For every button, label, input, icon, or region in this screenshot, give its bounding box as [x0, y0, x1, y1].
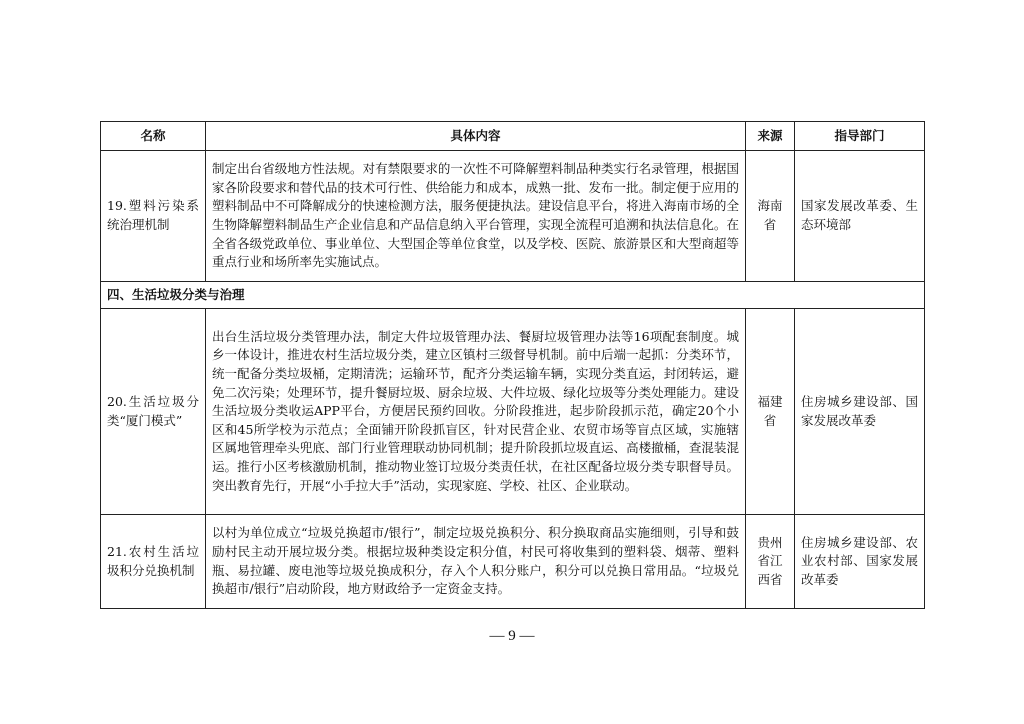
- row-content: 出台生活垃圾分类管理办法，制定大件垃圾管理办法、餐厨垃圾管理办法等16项配套制度。城乡一体设计，推进农村生活垃圾分类，建立区镇村三级督导机制。前中后端一起抓：分类环节，统一配备分类垃圾桶，定期清洗；运输环节，配齐分类运输车辆，实现分类直运，封闭转运，避免二次污染；处理环节，提升餐厨垃圾、厨余垃圾、大件垃圾、绿化垃圾等分类处理能力。建设生活垃圾分类收运APP平台，方便居民预约回收。分阶段推进，起步阶段抓示范，确定20个小区和45所学校为示范点；全面铺开阶段抓盲区，针对民营企业、农贸市场等盲点区域，实施辖区属地管理牵头兜底、部门行业管理联动协同机制；提升阶段抓垃圾直运、高楼撤桶，查混装混运。推行小区考核激励机制，推动物业签订垃圾分类责任状，在社区配备垃圾分类专职督导员。突出教育先行，开展“小手拉大手”活动，实现家庭、学校、社区、企业联动。: [206, 309, 746, 515]
- row-source: 贵州省江西省: [746, 515, 795, 609]
- row-name: 20.生活垃圾分类“厦门模式”: [101, 309, 206, 515]
- page-number: — 9 —: [489, 628, 535, 644]
- header-name: 名称: [101, 122, 206, 151]
- row-name: 19.塑料污染系统治理机制: [101, 151, 206, 282]
- table-row: [101, 515, 925, 609]
- table-row: [101, 309, 925, 515]
- header-content: 具体内容: [206, 122, 746, 151]
- section-title: 四、生活垃圾分类与治理: [101, 282, 925, 309]
- table-row: [101, 151, 925, 282]
- section-row: [101, 282, 925, 309]
- row-dept: 住房城乡建设部、国家发展改革委: [795, 309, 925, 515]
- row-source: 福建省: [746, 309, 795, 515]
- row-dept: 国家发展改革委、生态环境部: [795, 151, 925, 282]
- header-source: 来源: [746, 122, 795, 151]
- row-dept: 住房城乡建设部、农业农村部、国家发展改革委: [795, 515, 925, 609]
- row-source: 海南省: [746, 151, 795, 282]
- policy-table: [100, 121, 925, 609]
- row-name: 21.农村生活垃圾积分兑换机制: [101, 515, 206, 609]
- header-dept: 指导部门: [795, 122, 925, 151]
- table-header-row: [101, 122, 925, 151]
- row-content: 以村为单位成立“垃圾兑换超市/银行”，制定垃圾兑换积分、积分换取商品实施细则，引导和鼓励村民主动开展垃圾分类。根据垃圾种类设定积分值，村民可将收集到的塑料袋、烟蒂、塑料瓶、易拉罐、废电池等垃圾兑换成积分，存入个人积分账户，积分可以兑换日常用品。“垃圾兑换超市/银行”启动阶段，地方财政给予一定资金支持。: [206, 515, 746, 609]
- row-content: 制定出台省级地方性法规。对有禁限要求的一次性不可降解塑料制品种类实行名录管理，根据国家各阶段要求和替代品的技术可行性、供给能力和成本，成熟一批、发布一批。制定便于应用的塑料制品中不可降解成分的快速检测方法，服务便捷执法。建设信息平台，将进入海南市场的全生物降解塑料制品生产企业信息和产品信息纳入平台管理，实现全流程可追溯和执法信息化。在全省各级党政单位、事业单位、大型国企等单位食堂，以及学校、医院、旅游景区和大型商超等重点行业和场所率先实施试点。: [206, 151, 746, 282]
